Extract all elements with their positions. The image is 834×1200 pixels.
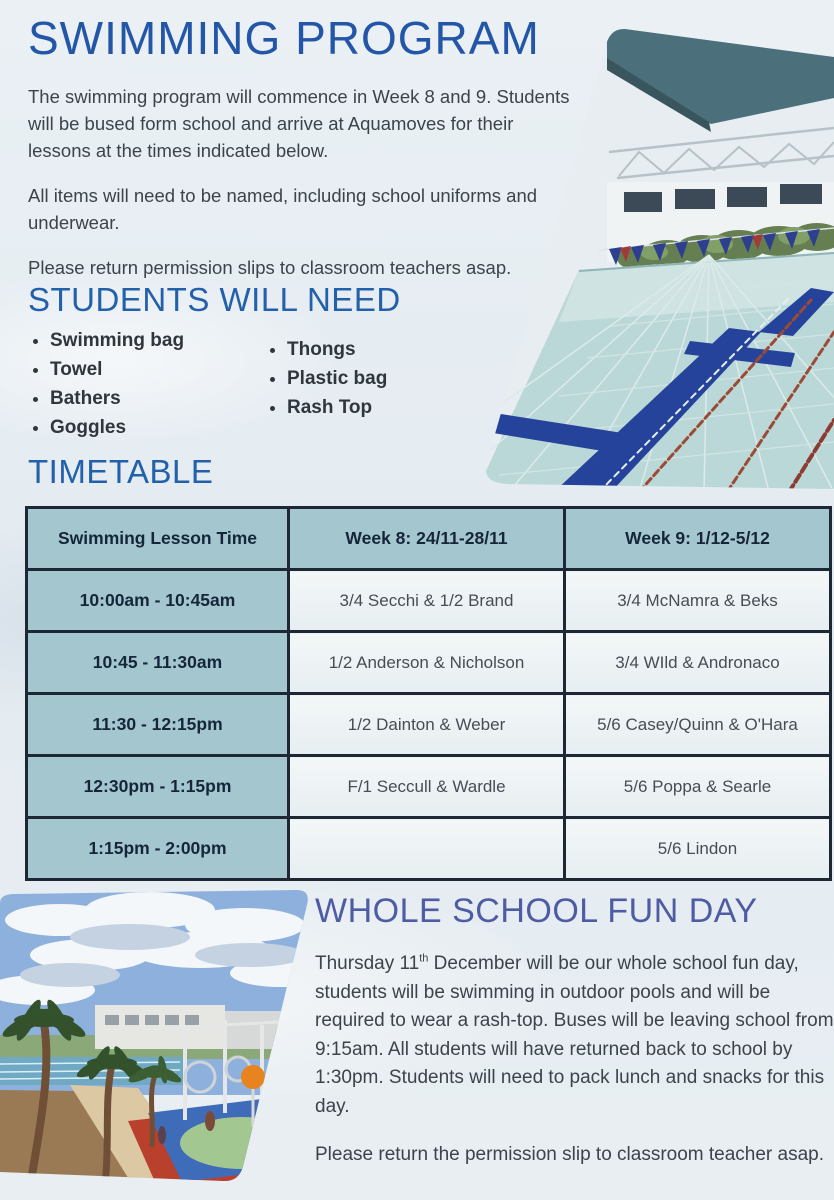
- table-row: [27, 632, 831, 694]
- fun-day-section: [315, 893, 834, 1170]
- intro-paragraph-1: The swimming program will commence in Week 8 and 9. Students will be bused form school and arrive at Aquamoves for their lessons at the times indicated below.: [28, 85, 570, 161]
- list-item: • Towel: [50, 359, 223, 381]
- column-header-week8: Week 8: 24/11-28/11: [289, 508, 565, 570]
- list-item: • Rash Top: [287, 397, 387, 419]
- time-cell: 10:00am - 10:45am: [27, 570, 289, 632]
- class-cell: 3/4 McNamra & Beks: [565, 570, 831, 632]
- column-header-lesson-time: Swimming Lesson Time: [27, 508, 289, 570]
- students-will-need-section: [28, 282, 478, 446]
- list-item: • Plastic bag: [287, 368, 387, 390]
- class-cell: 1/2 Dainton & Weber: [289, 694, 565, 756]
- class-cell: F/1 Seccull & Wardle: [289, 756, 565, 818]
- table-row: [27, 694, 831, 756]
- table-row: [27, 570, 831, 632]
- fun-day-heading: WHOLE SCHOOL FUN DAY: [315, 892, 758, 930]
- intro-paragraph-2: All items will need to be named, including school uniforms and underwear.: [28, 184, 538, 233]
- playground-photo-image: [0, 885, 320, 1200]
- table-row: [27, 818, 831, 880]
- time-cell: 12:30pm - 1:15pm: [27, 756, 289, 818]
- list-item: • Bathers: [50, 388, 223, 410]
- class-cell: 5/6 Lindon: [565, 818, 831, 880]
- list-item: • Thongs: [287, 339, 387, 361]
- time-cell: 11:30 - 12:15pm: [27, 694, 289, 756]
- time-cell: 1:15pm - 2:00pm: [27, 818, 289, 880]
- students-will-need-heading: STUDENTS WILL NEED: [28, 281, 401, 318]
- column-header-week9: Week 9: 1/12-5/12: [565, 508, 831, 570]
- timetable-table: [25, 506, 832, 881]
- class-cell: 3/4 WIld & Andronaco: [565, 632, 831, 694]
- intro-paragraph-3: Please return permission slips to classroom teachers asap.: [28, 256, 512, 278]
- class-cell: 5/6 Casey/Quinn & O'Hara: [565, 694, 831, 756]
- list-item: • Goggles: [50, 417, 223, 439]
- items-list-right: [265, 330, 387, 446]
- class-cell: 3/4 Secchi & 1/2 Brand: [289, 570, 565, 632]
- fun-day-text-after: December will be our whole school fun day, students will be swimming in outdoor pools and will be required to wear a rash-top. Buses will be leaving school from 9:15am. All students will have returned back to school by 1:30pm. Students will need to pack lunch and snacks for this day.: [315, 953, 834, 1117]
- page-title: SWIMMING PROGRAM: [28, 12, 540, 64]
- list-item: • Swimming bag: [50, 330, 223, 352]
- table-header-row: [27, 508, 831, 570]
- time-cell: 10:45 - 11:30am: [27, 632, 289, 694]
- intro-section: [28, 12, 573, 281]
- class-cell: 5/6 Poppa & Searle: [565, 756, 831, 818]
- fun-day-paragraph-2: Please return the permission slip to classroom teacher asap.: [315, 1144, 825, 1166]
- fun-day-paragraph-1: [315, 950, 834, 1121]
- class-cell-empty: [289, 818, 565, 880]
- fun-day-text-before: Thursday 11: [315, 953, 420, 975]
- table-row: [27, 756, 831, 818]
- ordinal-superscript: th: [419, 953, 429, 966]
- items-list-left: [28, 330, 223, 446]
- timetable-heading: TIMETABLE: [28, 453, 214, 490]
- class-cell: 1/2 Anderson & Nicholson: [289, 632, 565, 694]
